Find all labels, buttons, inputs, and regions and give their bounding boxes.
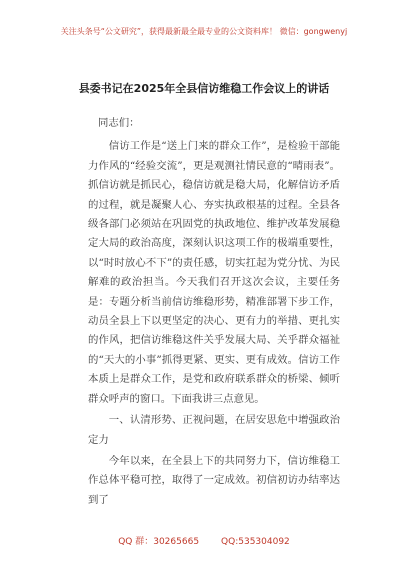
- qq-number: QQ:535304092: [221, 537, 290, 547]
- body-paragraph: 信访工作是“送上门来的群众工作”，是检验干部能力作风的“经验交流”，更是观测社情民意的“晴雨表”。抓信访就是抓民心，稳信访就是稳大局，化解信访矛盾的过程，就是凝聚人心、夯实执政根基的过程。全县各级各部门必须站在巩固党的执政地位、维护改革发展稳定大局的政治高度，深刻认识这项工作的极端重要性，以“时时放心不下”的责任感，切实扛起为党分忧、为民解难的政治担当。今天我们召开这次会议，主要任务是：专题分析当前信访维稳形势，精准部署下步工作，动员全县上下以更坚定的决心、更有力的举措、更扎实的作风，把信访维稳这件关乎发展大局、关乎群众福祉的“天大的小事”抓得更紧、更实、更有成效。信访工作本质上是群众工作，是党和政府联系群众的桥梁、倾听群众呼声的窗口。下面我讲三点意见。: [88, 140, 340, 405]
- footer-contact: [0, 534, 408, 547]
- header-banner: 关注头条号“公文研究”，获得最新最全最专业的公文资料库！ 微信：gongwenyj: [60, 27, 348, 36]
- document-title: 县委书记在2025年全县信访维稳工作会议上的讲话: [78, 82, 330, 95]
- section-heading: 一、认清形势、正视问题，在居安思危中增强政治定力: [88, 414, 340, 446]
- document-body: [88, 108, 340, 510]
- qq-group-number: QQ 群：30265665: [118, 537, 200, 547]
- salutation: 同志们：: [98, 117, 140, 129]
- body-paragraph: 今年以来，在全县上下的共同努力下，信访维稳工作总体平稳可控，取得了一定成效。初信初访办结率达到了: [88, 454, 340, 506]
